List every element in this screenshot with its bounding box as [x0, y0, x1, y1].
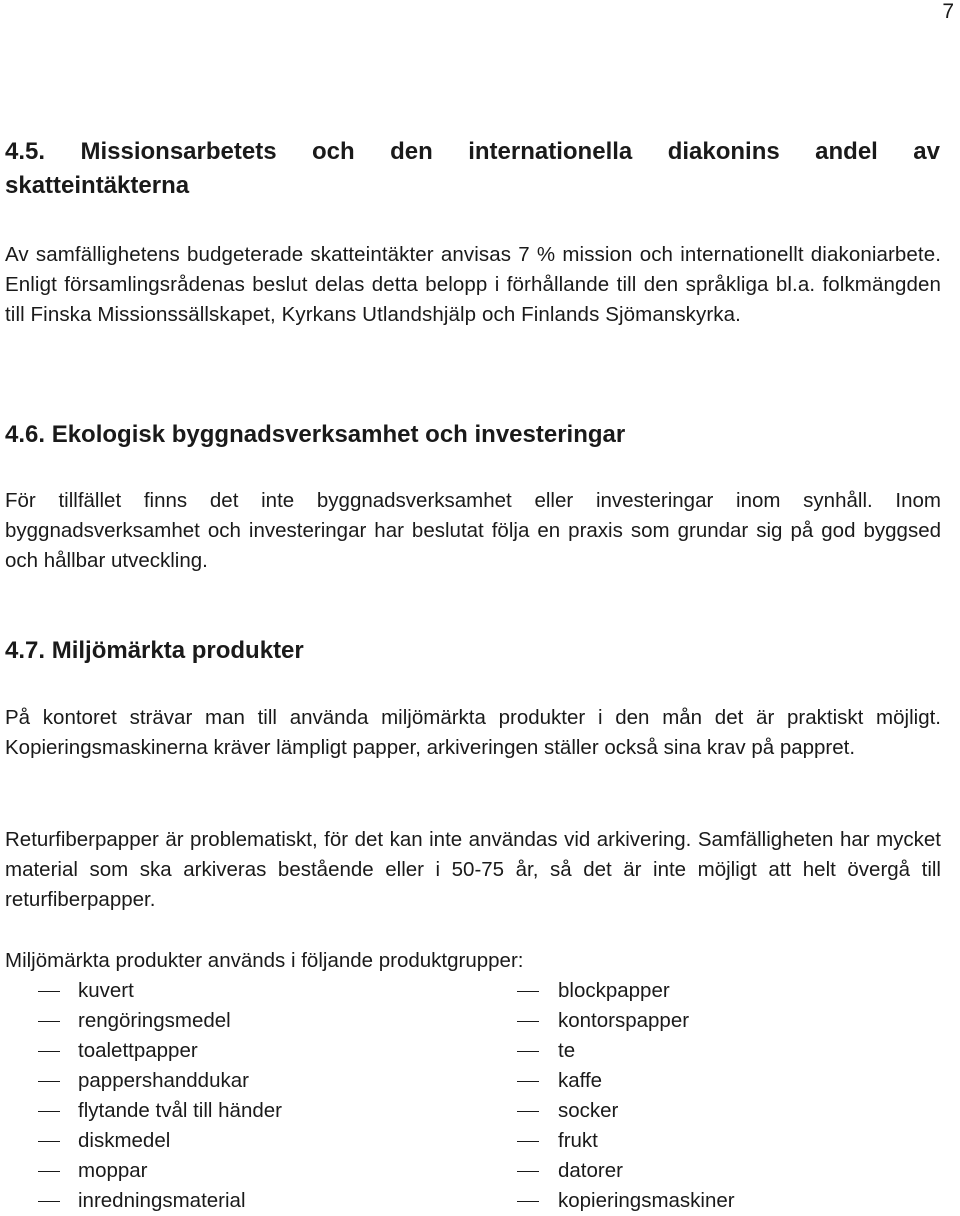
list-item-label: blockpapper [558, 979, 670, 1002]
list-item [0, 1006, 960, 1036]
list-item [0, 1126, 960, 1156]
list-item-label: socker [558, 1099, 619, 1122]
paragraph-recycled-paper: Returfiberpapper är problematiskt, för det kan inte användas vid arkivering. Samfälligheten har mycket material som ska arkiveras bestående eller i 50-75 år, så det är inte möjligt att helt övergå till returfiberpapper. [5, 828, 941, 911]
list-item [0, 976, 960, 1006]
list-item-label: flytande tvål till händer [78, 1099, 282, 1122]
list-item-label: datorer [558, 1159, 623, 1182]
section-heading-4-5-continued: skatteintäkterna [5, 172, 190, 199]
list-item-label: pappershanddukar [78, 1069, 249, 1092]
paragraph-building: För tillfället finns det inte byggnadsverksamhet eller investeringar inom synhåll. Inom byggnadsverksamhet och investeringar har beslutat följa en praxis som grundar sig på god byggsed och hållbar utveckling. [5, 489, 941, 572]
dash-bullet-icon [517, 1051, 539, 1052]
dash-bullet-icon [517, 1111, 539, 1112]
dash-bullet-icon [517, 1171, 539, 1172]
list-item [0, 1096, 960, 1126]
list-item-label: kontorspapper [558, 1009, 690, 1032]
list-item-label: rengöringsmedel [78, 1009, 231, 1032]
list-item [0, 1156, 960, 1186]
dash-bullet-icon [517, 1201, 539, 1202]
list-item-label: kaffe [558, 1069, 603, 1092]
list-item-label: diskmedel [78, 1129, 171, 1152]
section-heading-4-6: 4.6. Ekologisk byggnadsverksamhet och investeringar [5, 421, 626, 448]
list-item-label: kuvert [78, 979, 134, 1002]
dash-bullet-icon [517, 991, 539, 992]
list-item-label: moppar [78, 1159, 148, 1182]
section-heading-4-5: 4.5. Missionsarbetets och den internationella diakonins andel av [5, 138, 940, 165]
list-item-label: inredningsmaterial [78, 1189, 246, 1212]
paragraph-product-groups-intro: Miljömärkta produkter används i följande produktgrupper: [5, 949, 524, 972]
page-number: 7 [942, 0, 954, 23]
list-item-label: frukt [558, 1129, 598, 1152]
dash-bullet-icon [517, 1141, 539, 1142]
paragraph-office: På kontoret strävar man till använda miljömärkta produkter i den mån det är praktiskt möjligt. Kopieringsmaskinerna kräver lämpligt papper, arkiveringen ställer också sina krav på pappret. [5, 706, 941, 759]
dash-bullet-icon [517, 1081, 539, 1082]
list-item [0, 1186, 960, 1216]
list-item-label: te [558, 1039, 576, 1062]
list-item-label: toalettpapper [78, 1039, 198, 1062]
paragraph-mission: Av samfällighetens budgeterade skatteintäkter anvisas 7 % mission och internationellt diakoniarbete. Enligt församlingsrådenas beslut delas detta belopp i förhållande till den språkliga bl.a. folkmängden till Finska Missionssällskapet, Kyrkans Utlandshjälp och Finlands Sjömanskyrka. [5, 243, 941, 326]
dash-bullet-icon [517, 1021, 539, 1022]
list-item [0, 1066, 960, 1096]
section-heading-4-7: 4.7. Miljömärkta produkter [5, 637, 304, 664]
list-item-label: kopieringsmaskiner [558, 1189, 735, 1212]
list-item [0, 1036, 960, 1066]
